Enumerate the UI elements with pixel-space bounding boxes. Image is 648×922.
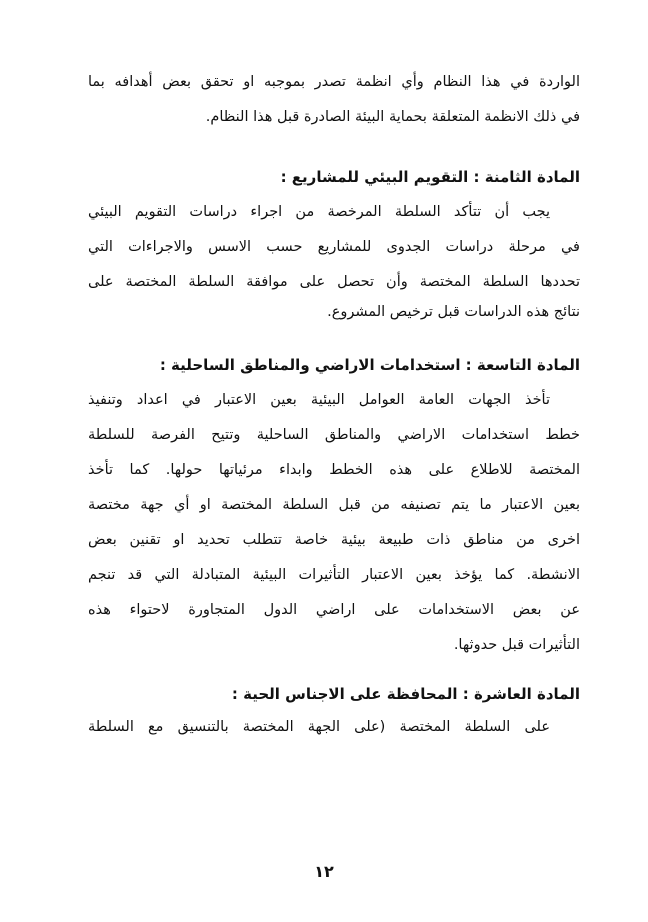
- article-10-heading: المادة العاشرة : المحافظة على الاجناس الحية :: [231, 685, 580, 703]
- body-line: التأثيرات قبل حدوثها.: [453, 637, 580, 653]
- body-line: بعين الاعتبار ما يتم تصنيفه من قبل السلطة المختصة او أي جهة مختصة: [88, 497, 580, 513]
- body-line: الانشطة. كما يؤخذ بعين الاعتبار التأثيرات البيئية المتبادلة التي قد تنجم: [88, 567, 580, 583]
- body-line: على السلطة المختصة (على الجهة المختصة بالتنسيق مع السلطة: [88, 719, 550, 735]
- body-line: نتائج هذه الدراسات قبل ترخيص المشروع.: [327, 304, 580, 320]
- body-line: تحددها السلطة المختصة وأن تحصل على موافقة السلطة المختصة على: [88, 274, 580, 290]
- page-number: ١٢: [314, 862, 334, 881]
- article-9-heading: المادة التاسعة : استخدامات الاراضي والمناطق الساحلية :: [159, 356, 580, 374]
- body-line: اخرى من مناطق ذات طبيعة بيئية خاصة تتطلب تحديد او تقنين بعض: [88, 532, 580, 548]
- body-line: في مرحلة دراسات الجدوى للمشاريع حسب الاسس والاجراءات التي: [88, 239, 580, 255]
- article-8-heading: المادة الثامنة : التقويم البيئي للمشاريع :: [280, 168, 580, 186]
- body-line: عن بعض الاستخدامات على اراضي الدول المتجاورة لاحتواء هذه: [88, 602, 580, 618]
- body-line: المختصة للاطلاع على هذه الخطط وابداء مرئياتها حولها. كما تأخذ: [88, 462, 580, 478]
- body-line: في ذلك الانظمة المتعلقة بحماية البيئة الصادرة قبل هذا النظام.: [205, 109, 580, 125]
- body-line: خطط استخدامات الاراضي والمناطق الساحلية وتتيح الفرصة للسلطة: [88, 427, 580, 443]
- body-line: تأخذ الجهات العامة العوامل البيئية بعين الاعتبار في اعداد وتنفيذ: [88, 392, 550, 408]
- body-line: الواردة في هذا النظام وأي انظمة تصدر بموجبه او تحقق بعض أهدافه بما: [88, 74, 580, 90]
- body-line: يجب أن تتأكد السلطة المرخصة من اجراء دراسات التقويم البيئي: [88, 204, 550, 220]
